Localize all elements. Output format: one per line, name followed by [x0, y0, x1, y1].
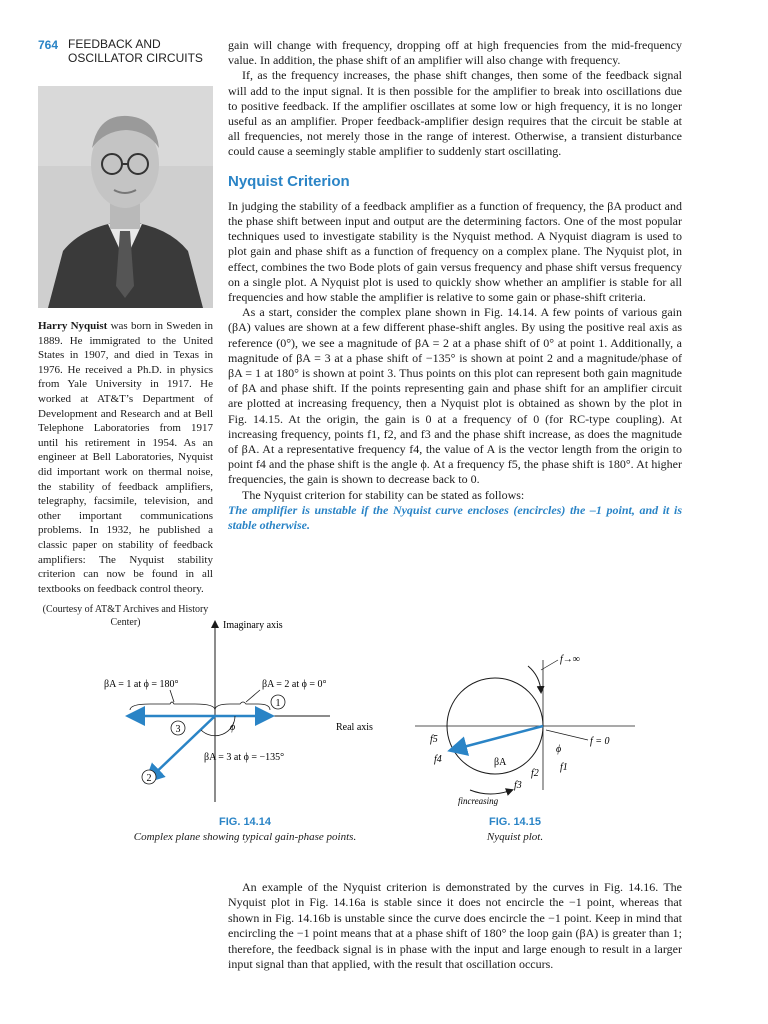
ba-label: βA [494, 757, 507, 768]
paragraph-5: The Nyquist criterion for stability can be stated as follows: [242, 487, 525, 502]
figure-14-15-diagram [410, 640, 650, 810]
figure-14-14-diagram [100, 612, 390, 807]
section-heading: Nyquist Criterion [228, 172, 350, 190]
paragraph-1: gain will change with frequency, dropping off at high frequencies from the mid-frequency value. In addition, the phase shift of an amplifier will also change with frequency. [228, 38, 682, 68]
point-1-marker: 1 [275, 698, 281, 709]
portrait-photo [38, 86, 213, 308]
bio-text: was born in Sweden in 1889. He immigrated to the United States in 1907, and died in Texas in 1976. He received a Ph.D. in physics from Yale University in 1917. He worked at AT&T’s Department of Development and Research and at Bell Telephone Laboratories from 1917 until his retirement in 1954. As an engineer at Bell Laboratories, Nyquist did important work on thermal noise, the stability of feedback amplifiers, telegraphy, facsimile, television, and other important communications problems. In 1932, he published a classic paper on stability of feedback amplifiers: The Nyquist stability criterion can now be found in all textbooks on feedback control theory. [38, 320, 213, 595]
bio-name: Harry Nyquist [38, 320, 108, 332]
f5-label: f5 [430, 734, 438, 745]
fig-14-15-label: FIG. 14.15 [489, 816, 541, 828]
label-ba-3-135: βA = 3 at ϕ = −135° [204, 752, 285, 763]
nyquist-criterion-statement: The amplifier is unstable if the Nyquist curve encloses (encircles) the –1 point, and it is stable otherwise. [228, 502, 682, 533]
point-3-marker: 3 [175, 724, 181, 735]
main-text [228, 38, 682, 533]
f-infinity-label: f→∞ [560, 654, 580, 665]
f4-label: f4 [434, 754, 442, 765]
phi-symbol: ϕ [230, 722, 236, 733]
imaginary-axis-label: Imaginary axis [223, 620, 283, 631]
f-zero-label: f = 0 [590, 736, 610, 747]
photo-credit: (Courtesy of AT&T Archives and History Center) [42, 604, 209, 628]
biography-sidebar [38, 319, 213, 596]
label-ba-1-180: βA = 1 at ϕ = 180° [104, 679, 179, 690]
fig-14-14-caption: Complex plane showing typical gain-phase points. [133, 831, 357, 843]
point-2-marker: 2 [146, 773, 152, 784]
f-increasing-label: fincreasing [458, 796, 499, 806]
paragraph-4: As a start, consider the complex plane shown in Fig. 14.14. A few points of various gain (βA) values are shown at a few different phase-shift angles. By using the positive real axis as reference (0°), we see a magnitude of βA = 2 at a phase shift of 0° at point 1. Additionally, a magnitude of βA = 3 at a phase shift of −135° is shown at point 2 and a magnitude/phase of βA = 1 at 180° is shown at point 3. Thus points on this plot can represent both gain magnitude of βA and phase shift. If the points representing gain and phase shift for an amplifier circuit are plotted at increasing frequency, then a Nyquist plot is obtained as shown by the plot in Fig. 14.15. At the origin, the gain is 0 at a frequency of 0 (for RC-type coupling). At increasing frequency, points f1, f2, and f3 and the phase shift increase, as does the magnitude of βA. At a representative frequency f4, the value of A is the vector length from the origin to point f4 and the phase shift is the angle ϕ. At a frequency f5, the phase shift is 180°. At higher frequencies, the gain is shown to decrease back to 0. [228, 305, 682, 487]
f1-label: f1 [560, 762, 568, 773]
fig-14-15-caption: Nyquist plot. [486, 831, 544, 843]
ba-vector [452, 726, 543, 750]
bottom-text [228, 880, 682, 972]
real-axis-label: Real axis [336, 722, 373, 733]
page-number: 764 [38, 38, 59, 52]
paragraph-2: If, as the frequency increases, the phase shift changes, then some of the feedback signal will add to the input signal. It is then possible for the amplifier to break into oscillations due to positive feedback. If the amplifier oscillates at some low or high frequency, it is no longer useful as an amplifier. Proper feedback-amplifier design requires that the circuit be stable at all frequencies, not merely those in the range of interest. Otherwise, a transient disturbance could cause a seemingly stable amplifier to suddenly start oscillating. [228, 68, 682, 159]
running-head: FEEDBACK AND OSCILLATOR CIRCUITS [68, 37, 203, 65]
paragraph-3: In judging the stability of a feedback amplifier as a function of frequency, the βA product and the phase shift between input and output are the determining factors. One of the most popular techniques used to investigate stability is the Nyquist method. A Nyquist diagram is used to plot gain and phase shift as a function of frequency on a complex plane. The Nyquist plot, in effect, combines the two Bode plots of gain versus frequency and phase shift versus frequency on a single plot. A Nyquist plot is used to quickly show whether an amplifier is stable for all frequencies and how stable the amplifier is relative to some gain or phase-shift criteria. [228, 198, 682, 305]
brace-point-3 [130, 702, 215, 710]
phi-label: ϕ [556, 744, 562, 755]
fig-14-14-label: FIG. 14.14 [219, 816, 271, 828]
brace-point-1 [215, 702, 270, 710]
label-ba-2-0: βA = 2 at ϕ = 0° [262, 679, 327, 690]
f2-label: f2 [531, 768, 539, 779]
bottom-paragraph: An example of the Nyquist criterion is demonstrated by the curves in Fig. 14.16. The Nyquist plot in Fig. 14.16a is stable since it does not encircle the −1 point, whereas that shown in Fig. 14.16b is unstable since the curve does encircle the −1 point. Keep in mind that encircling the −1 point means that at a phase shift of 180° the loop gain (βA) is greater than 1; therefore, the feedback signal is in phase with the input and large enough to result in a larger input signal than that applied, with the result that oscillation occurs. [228, 880, 682, 972]
f3-label: f3 [514, 780, 522, 791]
